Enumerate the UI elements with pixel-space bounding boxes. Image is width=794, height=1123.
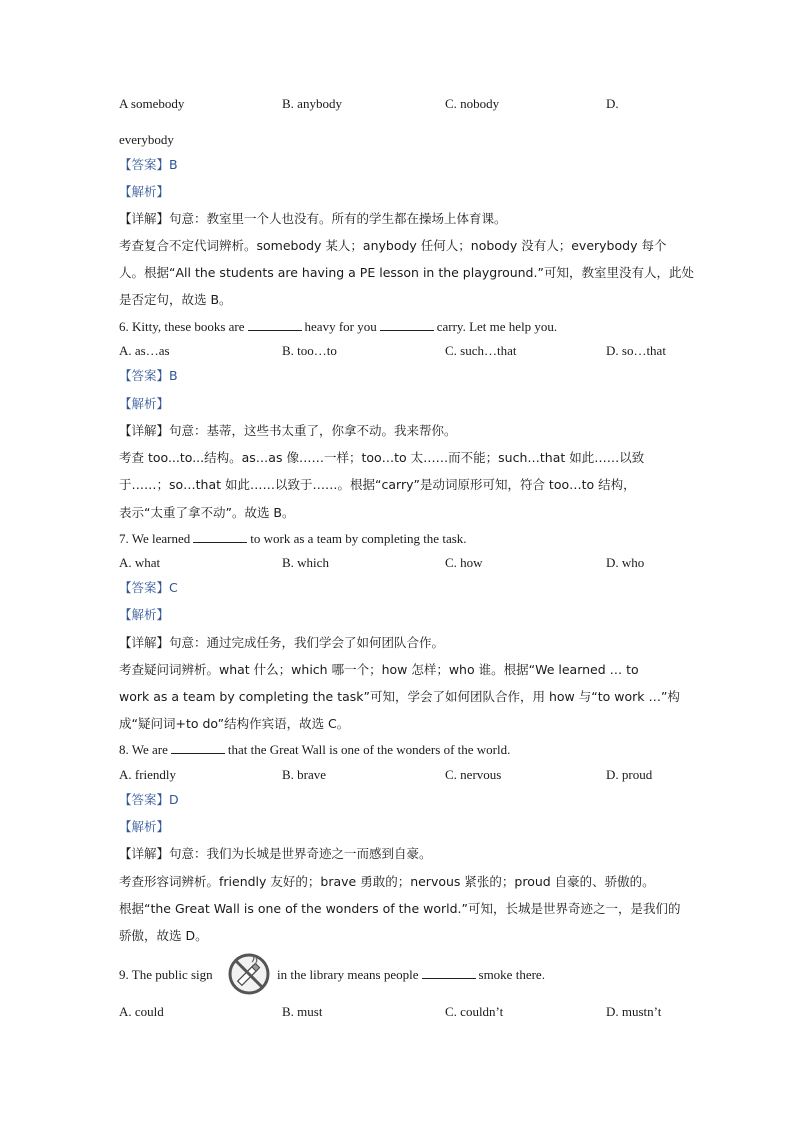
no-smoking-icon (228, 953, 270, 995)
q6-option-a: A. as…as (119, 343, 170, 358)
q9-stem-part2: in the library means people smoke there. (277, 967, 545, 982)
q5-option-d-wrap: everybody (119, 132, 174, 147)
q6-analysis-label: 【解析】 (119, 396, 170, 411)
q5-analysis-label: 【解析】 (119, 184, 170, 199)
q8-option-b: B. brave (282, 767, 327, 782)
q5-option-a: A somebody (119, 96, 185, 111)
q7-explanation-3: 成“疑问词+to do”结构作宾语，故选 C。 (119, 716, 350, 731)
q6-option-d: D. so…that (606, 343, 666, 358)
q7-option-c: C. how (445, 555, 483, 570)
answer-blank (171, 741, 225, 754)
q7-option-a: A. what (119, 555, 161, 570)
q6-detail: 【详解】句意：基蒂，这些书太重了，你拿不动。我来帮你。 (119, 423, 457, 438)
q6-explanation-2: 于……；so…that 如此……以致于……。根据“carry”是动词原形可知，符合 too…to 结构， (119, 477, 636, 492)
q9-option-a: A. could (119, 1004, 164, 1019)
q5-option-b: B. anybody (282, 96, 342, 111)
q7-explanation-2: work as a team by completing the task”可知，学会了如何团队合作，用 how 与“to work …”构 (119, 689, 680, 704)
answer-blank (248, 318, 302, 331)
q5-explanation-2: 人。根据“All the students are having a PE lesson in the playground.”可知，教室里没有人，此处 (119, 265, 694, 280)
q7-detail: 【详解】句意：通过完成任务，我们学会了如何团队合作。 (119, 635, 445, 650)
q6-stem: 6. Kitty, these books are heavy for you carry. Let me help you. (119, 319, 558, 334)
q9-option-c: C. couldn’t (445, 1004, 504, 1019)
q8-explanation-3: 骄傲，故选 D。 (119, 928, 208, 943)
q6-explanation-1: 考查 too...to...结构。as…as 像……一样；too…to 太……而不能；such…that 如此……以致 (119, 450, 645, 465)
q8-option-a: A. friendly (119, 767, 177, 782)
q9-option-d: D. mustn’t (606, 1004, 662, 1019)
q8-explanation-1: 考查形容词辨析。friendly 友好的；brave 勇敢的；nervous 紧张的；proud 自豪的、骄傲的。 (119, 874, 655, 889)
q7-analysis-label: 【解析】 (119, 607, 170, 622)
q7-option-b: B. which (282, 555, 329, 570)
q9-stem-part1: 9. The public sign (119, 967, 213, 982)
q7-stem: 7. We learned to work as a team by completing the task. (119, 531, 467, 546)
q6-explanation-3: 表示“太重了拿不动”。故选 B。 (119, 505, 295, 520)
q5-explanation-1: 考查复合不定代词辨析。somebody 某人；anybody 任何人；nobody 没有人；everybody 每个 (119, 238, 667, 253)
q6-option-b: B. too…to (282, 343, 337, 358)
q9-option-b: B. must (282, 1004, 323, 1019)
q8-explanation-2: 根据“the Great Wall is one of the wonders of the world.”可知，长城是世界奇迹之一，是我们的 (119, 901, 681, 916)
answer-blank (422, 966, 476, 979)
q8-answer: 【答案】D (119, 792, 179, 807)
q8-detail: 【详解】句意：我们为长城是世界奇迹之一而感到自豪。 (119, 846, 432, 861)
q6-answer: 【答案】B (119, 368, 178, 383)
q7-explanation-1: 考查疑问词辨析。what 什么；which 哪一个；how 怎样；who 谁。根据“We learned … to (119, 662, 639, 677)
q6-option-c: C. such…that (445, 343, 517, 358)
q5-option-d: D. (606, 96, 619, 111)
answer-blank (380, 318, 434, 331)
q5-detail: 【详解】句意：教室里一个人也没有。所有的学生都在操场上体育课。 (119, 211, 507, 226)
q7-option-d: D. who (606, 555, 645, 570)
q8-analysis-label: 【解析】 (119, 819, 170, 834)
q5-option-c: C. nobody (445, 96, 500, 111)
answer-blank (193, 530, 247, 543)
q8-option-c: C. nervous (445, 767, 502, 782)
q8-stem: 8. We are that the Great Wall is one of the wonders of the world. (119, 742, 511, 757)
q5-explanation-3: 是否定句，故选 B。 (119, 292, 232, 307)
q5-answer: 【答案】B (119, 157, 178, 172)
q7-answer: 【答案】C (119, 580, 178, 595)
q8-option-d: D. proud (606, 767, 653, 782)
